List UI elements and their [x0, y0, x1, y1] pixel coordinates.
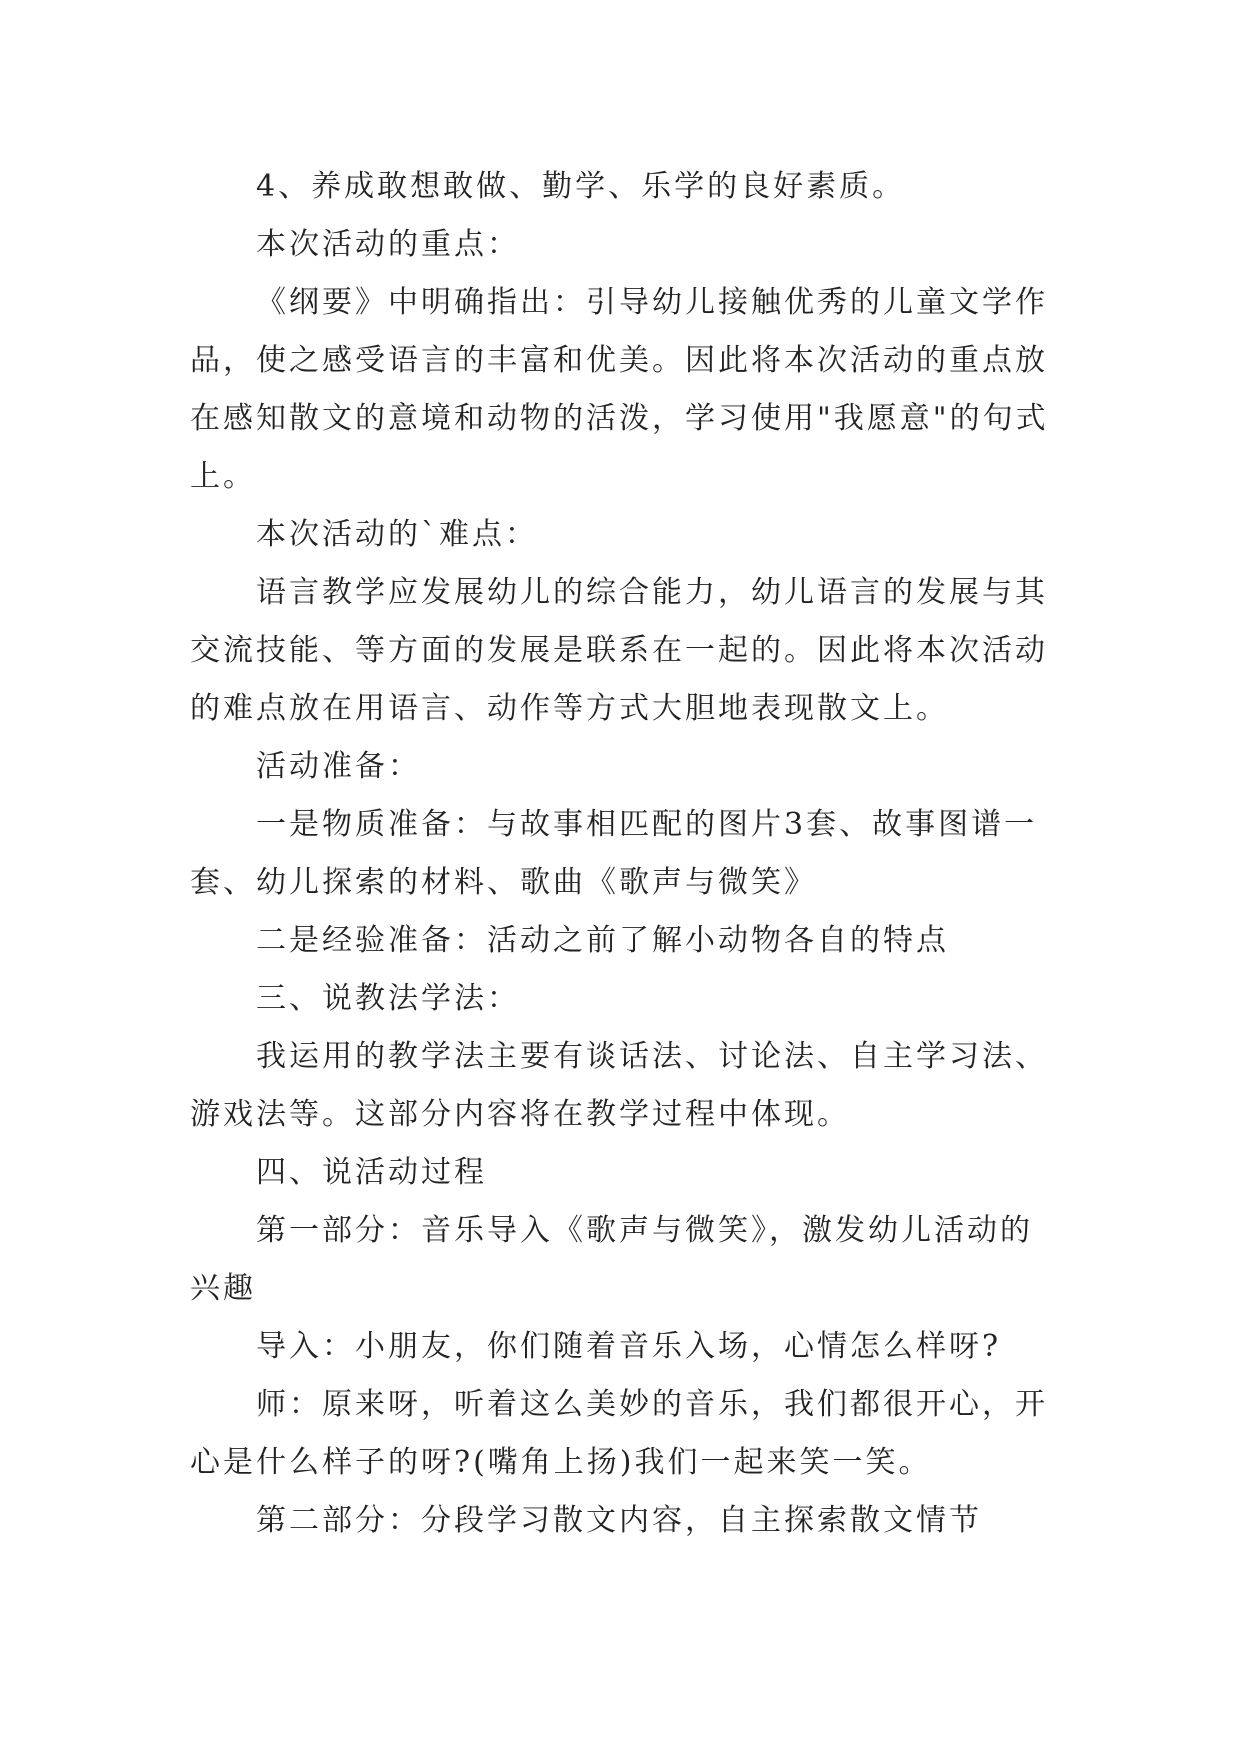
heading-preparation: 活动准备： — [256, 749, 421, 784]
document-body — [190, 158, 1050, 1550]
paragraph-part-two: 第二部分：分段学习散文内容，自主探索散文情节 — [256, 1503, 982, 1538]
paragraph-difficulty: 语言教学应发展幼儿的综合能力，幼儿语言的发展与其交流技能、等方面的发展是联系在一起的。因此将本次活动的难点放在用语言、动作等方式大胆地表现散文上。 — [190, 575, 1048, 726]
heading-activity-process: 四、说活动过程 — [256, 1155, 487, 1190]
heading-difficulty: 本次活动的`难点： — [256, 517, 538, 552]
heading-teaching-methods: 三、说教法学法： — [256, 981, 520, 1016]
paragraph-key-point: 《纲要》中明确指出：引导幼儿接触优秀的儿童文学作品，使之感受语言的丰富和优美。因此将本次活动的重点放在感知散文的意境和动物的活泼，学习使用"我愿意"的句式上。 — [190, 285, 1049, 494]
paragraph-introduction: 导入：小朋友，你们随着音乐入场，心情怎么样呀? — [256, 1329, 1002, 1364]
heading-key-point: 本次活动的重点： — [256, 227, 520, 262]
paragraph-teaching-methods: 我运用的教学法主要有谈话法、讨论法、自主学习法、游戏法等。这部分内容将在教学过程中体现。 — [190, 1039, 1048, 1132]
paragraph-goal-4: 4、养成敢想敢做、勤学、乐学的良好素质。 — [256, 169, 906, 204]
paragraph-material-preparation: 一是物质准备：与故事相匹配的图片3套、故事图谱一套、幼儿探索的材料、歌曲《歌声与微笑》 — [190, 807, 1038, 900]
paragraph-experience-preparation: 二是经验准备：活动之前了解小动物各自的特点 — [256, 923, 949, 958]
paragraph-teacher-dialogue: 师：原来呀，听着这么美妙的音乐，我们都很开心，开心是什么样子的呀?(嘴角上扬)我们一起来笑一笑。 — [190, 1387, 1048, 1480]
paragraph-part-one: 第一部分：音乐导入《歌声与微笑》，激发幼儿活动的兴趣 — [190, 1213, 1033, 1306]
